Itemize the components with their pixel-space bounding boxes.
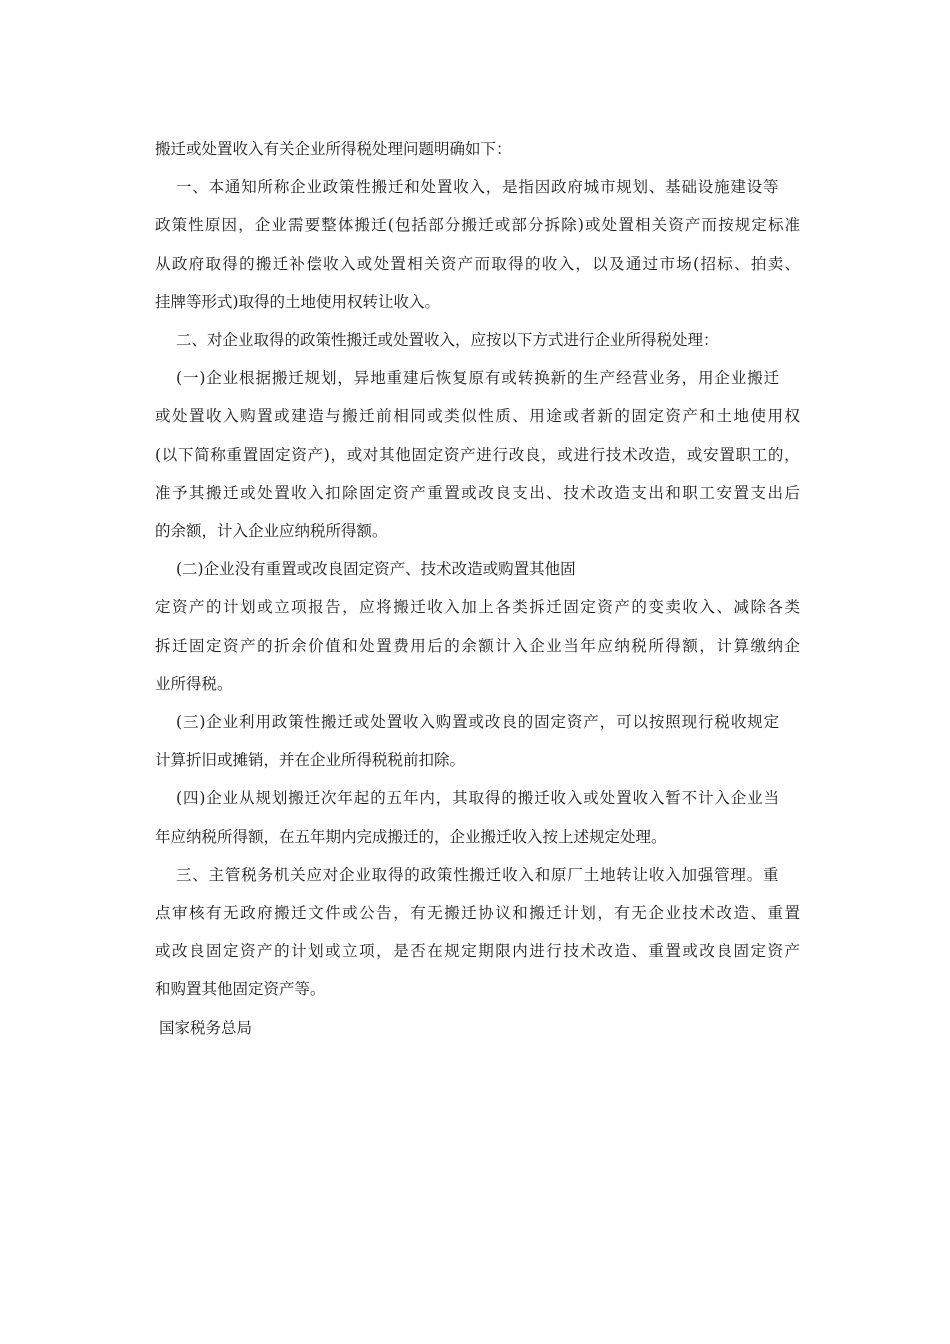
paragraph-line: 从政府取得的搬迁补偿收入或处置相关资产而取得的收入，以及通过市场(招标、拍卖、 bbox=[155, 254, 802, 273]
paragraph-line: 的余额，计入企业应纳税所得额。 bbox=[155, 522, 388, 541]
paragraph-line: 和购置其他固定资产等。 bbox=[155, 980, 326, 999]
paragraph-intro bbox=[155, 130, 800, 168]
paragraph-line: (一)企业根据搬迁规划，异地重建后恢复原有或转换新的生产经营业务，用企业搬迁 bbox=[176, 369, 780, 388]
paragraph-line: 或改良固定资产的计划或立项，是否在规定期限内进行技术改造、重置或改良固定资产 bbox=[155, 942, 802, 961]
paragraph-section-2-1 bbox=[155, 359, 800, 550]
paragraph-line: 计算折旧或摊销，并在企业所得税税前扣除。 bbox=[155, 751, 466, 770]
paragraph-line: 业所得税。 bbox=[155, 674, 233, 693]
paragraph-section-2-2b bbox=[155, 588, 800, 703]
paragraph-line: 二、对企业取得的政策性搬迁或处置收入，应按以下方式进行企业所得税处理： bbox=[176, 331, 719, 350]
paragraph-section-2-4 bbox=[155, 779, 800, 855]
paragraph-line: (二)企业没有重置或改良固定资产、技术改造或购置其他固 bbox=[176, 560, 576, 579]
paragraph-line: 政策性原因，企业需要整体搬迁(包括部分搬迁或部分拆除)或处置相关资产而按规定标准 bbox=[155, 216, 802, 235]
paragraph-line: 搬迁或处置收入有关企业所得税处理问题明确如下： bbox=[155, 140, 512, 158]
paragraph-line: 定资产的计划或立项报告，应将搬迁收入加上各类拆迁固定资产的变卖收入、减除各类 bbox=[155, 598, 802, 617]
paragraph-line: 三、主管税务机关应对企业取得的政策性搬迁收入和原厂土地转让收入加强管理。重 bbox=[176, 865, 780, 884]
paragraph-line: 点审核有无政府搬迁文件或公告，有无搬迁协议和搬迁计划，有无企业技术改造、重置 bbox=[155, 904, 802, 923]
paragraph-line: 或处置收入购置或建造与搬迁前相同或类似性质、用途或者新的固定资产和土地使用权 bbox=[155, 407, 802, 426]
paragraph-section-1 bbox=[155, 168, 800, 321]
paragraph-section-3 bbox=[155, 856, 800, 1009]
paragraph-line: 年应纳税所得额，在五年期内完成搬迁的，企业搬迁收入按上述规定处理。 bbox=[155, 827, 667, 846]
paragraph-line: (三)企业利用政策性搬迁或处置收入购置或改良的固定资产，可以按照现行税收规定 bbox=[176, 713, 780, 732]
paragraph-section-2 bbox=[155, 321, 800, 359]
paragraph-line: (四)企业从规划搬迁次年起的五年内，其取得的搬迁收入或处置收入暂不计入企业当 bbox=[176, 789, 780, 808]
signature: 国家税务总局 bbox=[159, 1018, 253, 1037]
paragraph-list bbox=[155, 130, 800, 1009]
paragraph-line: 一、本通知所称企业政策性搬迁和处置收入，是指因政府城市规划、基础设施建设等 bbox=[176, 178, 780, 197]
document-body bbox=[155, 130, 800, 1047]
paragraph-line: 挂牌等形式)取得的土地使用权转让收入。 bbox=[155, 292, 441, 311]
paragraph-line: 准予其搬迁或处置收入扣除固定资产重置或改良支出、技术改造支出和职工安置支出后 bbox=[155, 483, 802, 502]
paragraph-line: (以下简称重置固定资产)，或对其他固定资产进行改良，或进行技术改造，或安置职工的， bbox=[155, 445, 801, 464]
paragraph-line: 拆迁固定资产的折余价值和处置费用后的余额计入企业当年应纳税所得额，计算缴纳企 bbox=[155, 636, 802, 655]
paragraph-section-2-3 bbox=[155, 703, 800, 779]
paragraph-section-2-2a bbox=[155, 550, 800, 588]
